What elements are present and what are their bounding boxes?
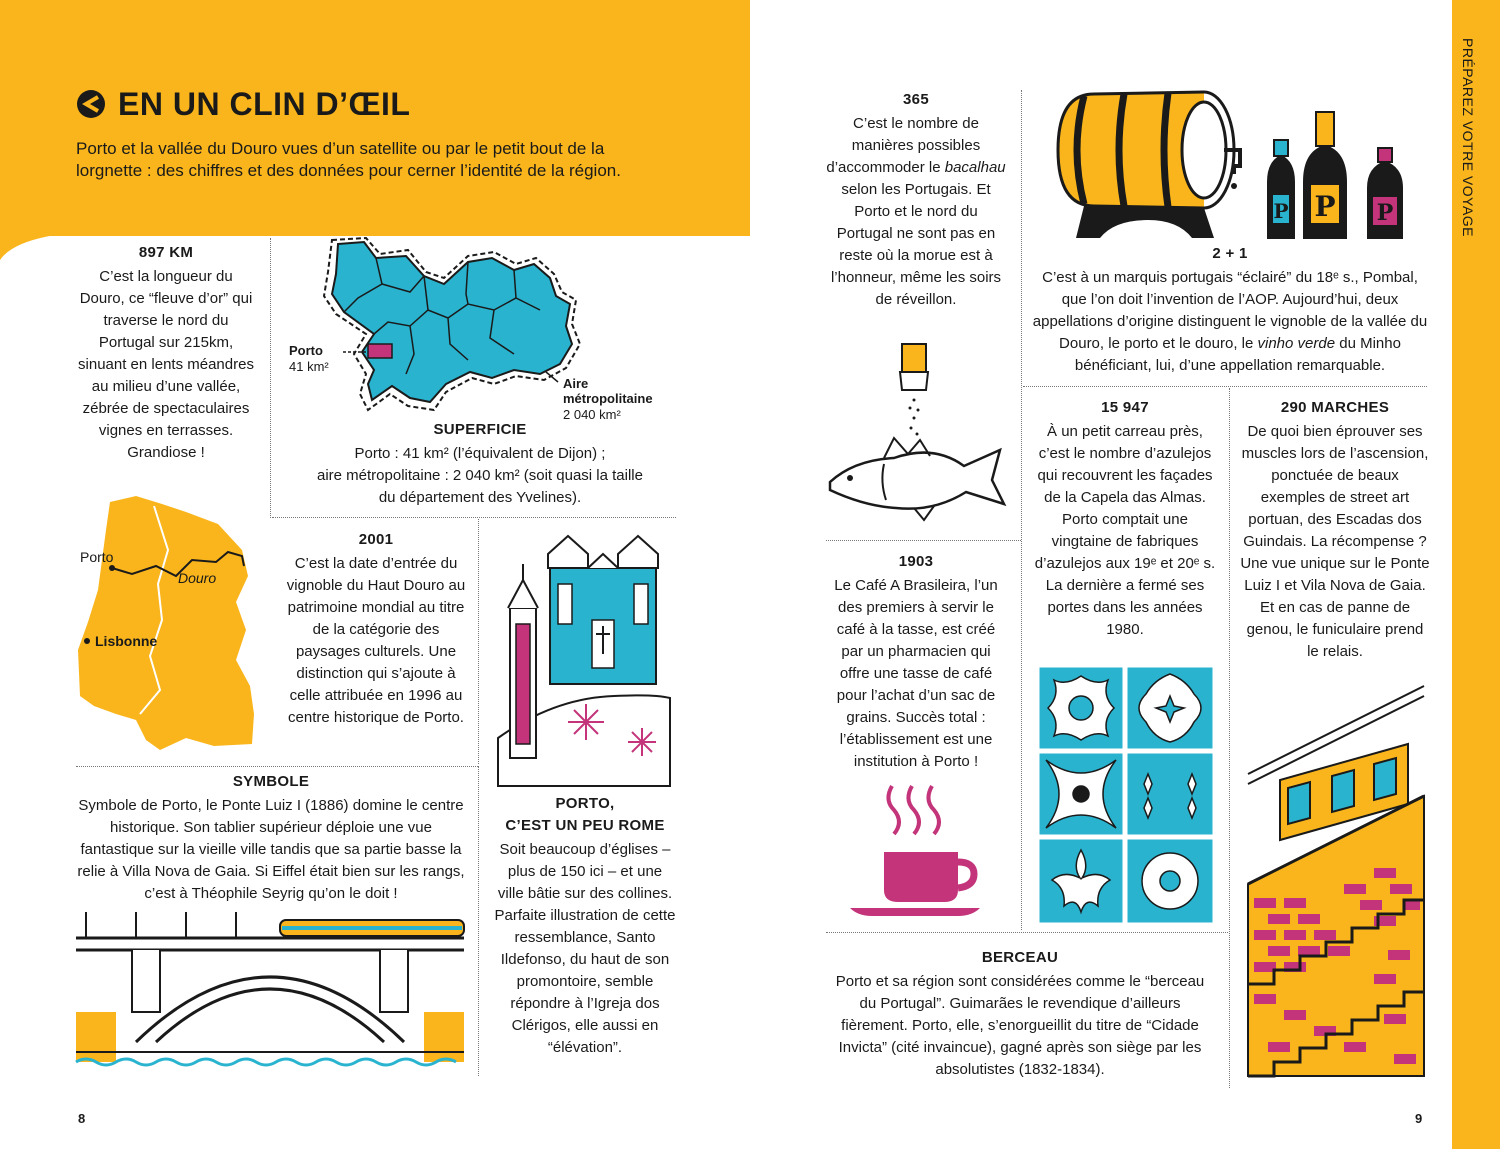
- map-label-porto-portugal: Porto: [80, 549, 114, 565]
- map-label-porto: Porto: [289, 343, 323, 358]
- page-number-left: 8: [78, 1111, 86, 1126]
- block-2001: [286, 529, 466, 729]
- map-label-lisbonne: Lisbonne: [95, 633, 158, 649]
- church-icon: [494, 528, 674, 786]
- block-text: C’est le nombre de manières possibles d’accommoder le bacalhau selon les Portugais. Et Porto et le nord du Portugal ne sont pas en reste où la morue est à l’honneur, même les soirs de réveillon.: [826, 115, 1006, 308]
- block-text: Porto et sa région sont considérées comme le “berceau du Portugal”. Guimarães le revendique d’ailleurs fièrement. Porto, elle, s’enorgueillit du titre de “Cidade Invicta” (cité invaincue), gagné après son siège par les absolutistes (1832-1834).: [835, 973, 1205, 1078]
- map-label-aire-area: 2 040 km²: [563, 407, 621, 422]
- block-290-marches: [1240, 397, 1430, 663]
- bottle-letter: P: [1314, 190, 1336, 223]
- block-1903: [826, 551, 1006, 773]
- block-897km: [76, 242, 256, 464]
- divider: [272, 517, 676, 518]
- divider: [1023, 386, 1427, 387]
- block-text: De quoi bien éprouver ses muscles lors de l’ascension, ponctuée de beaux exemples de street art portuan, des Escadas dos Guindais. La récompense ? Une vue unique sur le Ponte Luiz I et Vila Nova de Gaia. Et en cas de panne de genou, le funiculaire prend le relais.: [1240, 423, 1430, 660]
- azulejo-tiles-icon: [1038, 666, 1214, 924]
- divider: [478, 766, 479, 1076]
- block-berceau: [826, 947, 1214, 1081]
- side-label: PRÉPAREZ VOTRE VOYAGE: [1460, 38, 1476, 238]
- divider: [478, 519, 479, 764]
- divider: [270, 238, 271, 518]
- block-title: 365: [903, 91, 929, 108]
- block-superficie: [286, 419, 674, 509]
- metro-area-map: [318, 234, 588, 414]
- page-number-right: 9: [1415, 1111, 1423, 1126]
- divider: [1229, 388, 1230, 1088]
- divider: [76, 766, 478, 767]
- block-text: C’est la date d’entrée du vignoble du Haut Douro au patrimoine mondial au titre de la catégorie des paysages culturels. Une distinction qui s’ajoute à celle attribuée en 1996 au centre historique de Porto.: [286, 555, 466, 726]
- coffee-cup-icon: [848, 780, 982, 920]
- block-text: C’est à un marquis portugais “éclairé” du 18ᵉ s., Pombal, que l’on doit l’invention de l’AOP. Aujourd’hui, deux appellations d’origine distinguent le vignoble de la vallée du Douro, le porto et le douro, le vinho verde du Minho bénéficiant, lui, d’une appellation remarquable.: [1032, 269, 1428, 374]
- divider: [826, 932, 1228, 933]
- block-text-line: du département des Yvelines).: [378, 489, 582, 506]
- block-text: À un petit carreau près, c’est le nombre d’azulejos qui recouvrent les façades de la Capela das Almas. Porto comptait une vingtaine de fabriques d’azulejos aux 19ᵉ et 20ᵉ s. La dernière a fermé ses portes dans les années 1980.: [1034, 423, 1216, 638]
- map-label-douro: Douro: [178, 570, 217, 586]
- intro-text: Porto et la vallée du Douro vues d’un satellite ou par le petit bout de la lorgnette : des chiffres et des données pour cerner l’identité de la région.: [76, 139, 621, 180]
- block-rome: [494, 793, 676, 1059]
- block-title: 2 + 1: [1212, 245, 1248, 262]
- block-symbole: [76, 771, 466, 905]
- block-title: BERCEAU: [981, 949, 1059, 966]
- block-text: C’est la longueur du Douro, ce “fleuve d’or” qui traverse le nord du Portugal sur 215km, sinuant en lents méandres au milieu d’une vallée, zébrée de spectaculaires vignes en terrasses. Grandiose !: [78, 268, 254, 461]
- block-title: 2001: [358, 531, 394, 548]
- salt-shaker-icon: [892, 344, 938, 440]
- bottle-letter: P: [1273, 199, 1289, 223]
- block-365: [826, 89, 1006, 311]
- block-title: 897 KM: [138, 244, 194, 261]
- block-title: 1903: [898, 553, 934, 570]
- divider: [1021, 90, 1022, 930]
- block-title: 15 947: [1101, 399, 1149, 416]
- bridge-icon: [76, 912, 464, 1074]
- block-title: PORTO,: [555, 795, 615, 812]
- bottle-icon: [1266, 112, 1414, 240]
- block-text-line: Porto : 41 km² (l’équivalent de Dijon) ;: [354, 445, 606, 462]
- block-title: SYMBOLE: [232, 773, 310, 790]
- block-title: SUPERFICIE: [433, 421, 527, 438]
- map-label-aire2: métropolitaine: [563, 391, 653, 406]
- block-title: C’EST UN PEU ROME: [505, 817, 665, 834]
- page-title: EN UN CLIN D’ŒIL: [118, 86, 411, 122]
- bottle-letter: P: [1376, 200, 1394, 226]
- divider: [826, 540, 1021, 541]
- block-text: Le Café A Brasileira, l’un des premiers à servir le café à la tasse, est créé par un pharmacien qui offre une tasse de café pour l’achat d’un sac de grains. Succès total : l’établissement est une institution à Porto !: [834, 577, 998, 770]
- block-text: Symbole de Porto, le Ponte Luiz I (1886) domine le centre historique. Son tablier supérieur déploie une vue fantastique sur la vieille ville tandis que sa partie basse la relie à Villa Nova de Gaia. Si Eiffel était bien sur les rangs, c’est à Théophile Seyrig qu’on le doit !: [77, 797, 465, 902]
- eye-icon: [76, 89, 106, 119]
- barrel-icon: [1054, 80, 1244, 244]
- funicular-icon: [1244, 684, 1426, 1076]
- block-text: Soit beaucoup d’églises – plus de 150 ici – et une ville bâtie sur des collines. Parfaite illustration de cette ressemblance, Santo Ildefonso, du haut de son promontoire, semble répondre à l’Igreja dos Clérigos, elle aussi en “élévation”.: [494, 841, 676, 1056]
- map-label-porto-area: 41 km²: [289, 359, 329, 374]
- block-2plus1: [1032, 243, 1428, 377]
- block-15947: [1032, 397, 1218, 641]
- fish-icon: [824, 430, 1008, 520]
- map-label-aire1: Aire: [563, 376, 589, 391]
- portugal-map: [76, 490, 256, 760]
- block-text-line: aire métropolitaine : 2 040 km² (soit quasi la taille: [317, 467, 643, 484]
- block-title: 290 MARCHES: [1280, 399, 1390, 416]
